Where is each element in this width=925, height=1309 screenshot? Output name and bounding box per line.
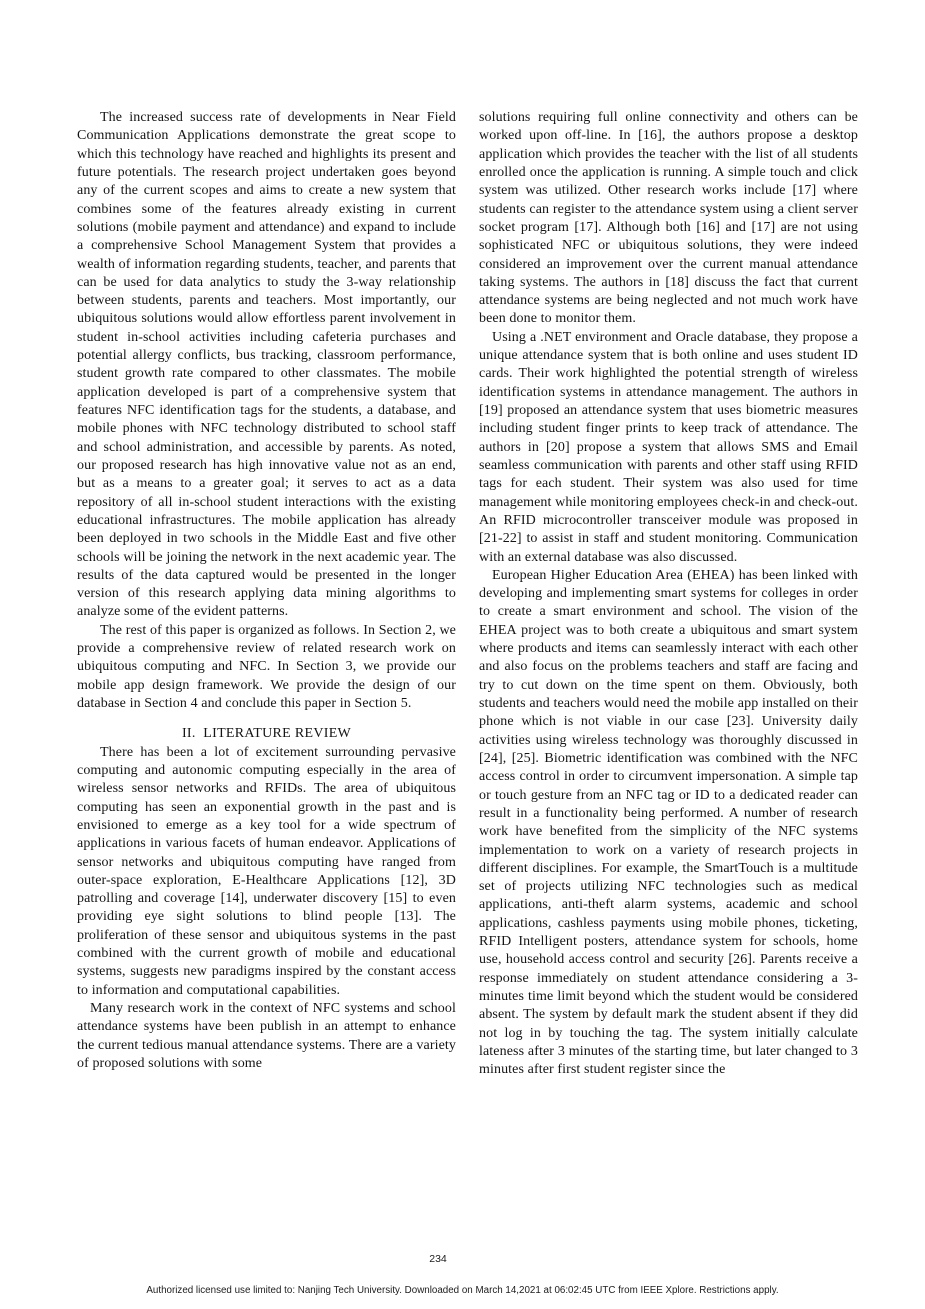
paragraph-ubiquitous-computing: There has been a lot of excitement surrounding pervasive computing and autonomic computing especially in the area of wireless sensor networks and RFIDs. The area of ubiquitous computing has seen an exponential growth in the past and is envisioned to emerge as a key tool for a wide spectrum of applications in various facets of human endeavor. Applications of sensor networks and ubiquitous computing have ranged from outer-space exploration, E-Healthcare Applications [12], 3D patrolling and coverage [14], underwater discovery [15] to even providing eye sight solutions to blind people [13]. The proliferation of these sensor and ubiquitous systems in the past combined with the current growth of mobile and educational systems, suggests new paradigms inspired by the constant access to information and computational capabilities. [77,744,456,998]
paragraph-paper-organization: The rest of this paper is organized as follows. In Section 2, we provide a comprehensive review of related research work on ubiquitous computing and NFC. In Section 3, we provide our mobile app design framework. We provide the design of our database in Section 4 and conclude this paper in Section 5. [77,622,456,711]
two-column-body [77,109,858,1080]
right-column [479,109,858,1080]
paragraph-net-oracle-system: Using a .NET environment and Oracle database, they propose a unique attendance system that is both online and uses student ID cards. Their work highlighted the potential strength of wireless identification systems in attendance management. The authors in [19] proposed an attendance system that uses biometric measures including student finger prints to keep track of attendance. The authors in [20] propose a system that allows SMS and Email seamless communication with parents and other staff using RFID tags for each student. Their system was also used for time management while monitoring employees check-in and check-out. An RFID microcontroller transceiver module was proposed in [21-22] to assist in staff and student monitoring. Communication with an external database was also discussed. [479,329,858,565]
paragraph-attendance-solutions-continued: solutions requiring full online connectivity and others can be worked upon off-line. In [16], the authors propose a desktop application which provides the teacher with the list of all students enrolled once the application is running. A simple touch and click system was utilized. Other research works include [17] where students can register to the attendance system using a client server socket program [17]. Although both [16] and [17] are not using sophisticated NFC or ubiquitous solutions, they were indeed considered an improvement over the current manual attendance taking systems. The authors in [18] discuss the fact that current attendance systems are being neglected and not much work have been done to monitor them. [479,110,858,327]
section-heading-literature-review: II. LITERATURE REVIEW [181,726,352,742]
paragraph-ehea-smarttouch: European Higher Education Area (EHEA) has been linked with developing and implementing smart systems for colleges in order to create a smart environment and school. The vision of the EHEA project was to both create a ubiquitous and smart system where products and items can seamlessly interact with each other and also focus on the problems teachers and staff are facing and try to cut down on the time spent on them. Obviously, both students and teachers would need the mobile app installed on their phone which is not viable in our case [23]. University daily activities using wireless technology was thoroughly discussed in [24], [25]. Biometric identification was combined with the NFC access control in order to circumvent impersonation. A simple tap or touch gesture from an NFC tag or ID to a dedicated reader can result in a functionality being performed. A number of research work have benefited from the simplicity of the NFC systems implementation to work on a variety of research projects in different disciplines. For example, the SmartTouch is a multitude set of projects utilizing NFC technologies such as medical applications, anti-theft alarm systems, academic and school applications, cashless payments using mobile phones, ticketing, RFID Intelligent posters, attendance system for schools, home use, household access control and security [26]. Parents receive a response immediately on student attendance considering a 3-minutes time limit beyond which the student would be considered absent. The system by default mark the student absent if they did not log in by touching the tag. The system initially calculate lateness after 3 minutes of the starting time, but later changed to 3 minutes after first student register since the [479,567,858,1078]
paragraph-introduction-1: The increased success rate of developments in Near Field Communication Applications demonstrate the great scope to which this technology have reached and highlights its present and future potentials. The research project undertaken goes beyond any of the current scopes and aims to create a new system that combines some of the features already existing in current solutions (mobile payment and attendance) and expand to include a comprehensive School Management System that provides a wealth of information regarding students, teacher, and parents that can be used for data analytics to study the 3-way relationship between students, parents and teachers. Most importantly, our ubiquitous solutions would allow effortless parent involvement in student in-school activities including cafeteria purchases and potential allergy conflicts, bus tracking, classroom performance, student growth rate compared to other classmates. The mobile application developed is part of a comprehensive system that features NFC identification tags for the students, a database, and mobile phones with NFC technology distributed to school staff and school administration, and accessible by parents. As noted, our proposed research has high innovative value not as an end, but as a means to a greater goal; it serves to act as a data repository of all in-school student interactions with the existing educational infrastructures. The mobile application has already been deployed in two schools in the Middle East and five other schools will be joining the network in the next academic year. The results of the data captured would be presented in the longer version of this research applying data mining algorithms to analyze some of the evident patterns. [77,110,456,620]
ieee-license-footer: Authorized licensed use limited to: Nanjing Tech University. Downloaded on March 14,2021 at 06:02:45 UTC from IEEE Xplore. Restrictions apply. [146,1285,779,1296]
left-column [77,109,456,1080]
page-number: 234 [429,1253,447,1265]
paragraph-nfc-attendance-research: Many research work in the context of NFC systems and school attendance systems have been publish in an attempt to enhance the current tedious manual attendance systems. There are a variety of proposed solutions with some [77,1001,456,1071]
